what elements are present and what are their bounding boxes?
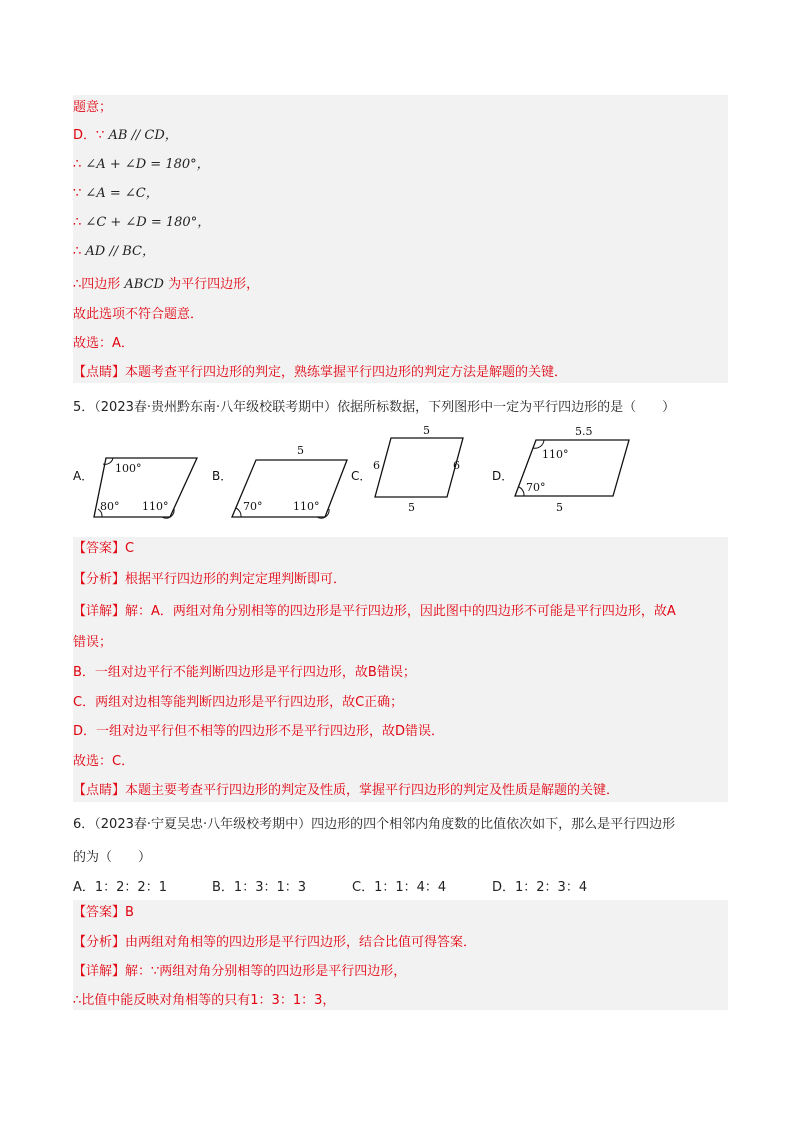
prev-line-2 <box>73 127 178 145</box>
q5-analysis: 【分析】根据平行四边形的判定定理判断即可． <box>73 572 347 587</box>
q5-figure-c <box>375 438 463 497</box>
q5-detail-3: B．一组对边平行不能判断四边形是平行四边形，故B错误； <box>73 665 416 680</box>
prev-line-4 <box>73 185 159 203</box>
q6-option-b: B．1：3：1：3 <box>212 880 307 895</box>
q5-figure-a-angle-br-label: 110° <box>142 500 169 513</box>
q6-stem-line-2: 的为（ ） <box>73 850 152 865</box>
q6-answer: 【答案】B <box>73 905 134 920</box>
q6-option-d: D．1：2：3：4 <box>492 880 588 895</box>
q5-figure-b-angle-br-label: 110° <box>293 500 320 513</box>
prev-note: 【点睛】本题考查平行四边形的判定，熟练掌握平行四边形的判定方法是解题的关键． <box>73 365 568 380</box>
q5-choose: 故选：C． <box>73 754 135 769</box>
q5-note: 【点睛】本题主要考查平行四边形的判定及性质，掌握平行四边形的判定及性质是解题的关键． <box>73 783 620 798</box>
q5-figures <box>73 420 728 520</box>
q6-stem-line-1: 6．（2023春·宁夏吴忠·八年级校考期中）四边形的四个相邻内角度数的比值依次如下，那么是平行四边形 <box>73 817 676 832</box>
prev-line-6-text: ∴ <box>73 244 82 259</box>
q5-option-b-label: B． <box>212 469 233 483</box>
q5-figure-d-angle-bl <box>519 487 524 496</box>
q5-figure-c-bottom-label: 5 <box>408 501 415 514</box>
q5-figure-b-top-label: 5 <box>297 444 304 457</box>
prev-line-5-math: ∠C + ∠D = 180°， <box>85 215 211 230</box>
prev-line-9: 故选：A． <box>73 336 134 351</box>
q6-detail-1: 【详解】解：∵两组对角分别相等的四边形是平行四边形， <box>73 964 407 979</box>
q5-detail-2: 错误； <box>73 635 113 650</box>
q5-detail-5: D．一组对边平行但不相等的四边形不是平行四边形，故D错误． <box>73 724 445 739</box>
prev-line-3-math: ∠A + ∠D = 180°， <box>85 157 210 172</box>
q5-figure-a-angle-top-label: 100° <box>115 462 142 475</box>
q5-figure-c-top-label: 5 <box>423 424 430 437</box>
prev-line-5 <box>73 214 210 232</box>
prev-line-7-text-2: 为平行四边形， <box>168 277 260 292</box>
prev-line-6 <box>73 243 155 261</box>
prev-line-8: 故此选项不符合题意． <box>73 307 204 322</box>
q6-analysis: 【分析】由两组对角相等的四边形是平行四边形，结合比值可得答案． <box>73 935 477 950</box>
prev-line-7-text: ∴四边形 <box>73 277 121 292</box>
q5-figure-b-angle-bl-label: 70° <box>243 500 263 513</box>
q5-option-a-label: A． <box>73 469 94 483</box>
q5-answer: 【答案】C <box>73 541 135 556</box>
prev-line-6-math: AD // BC， <box>85 244 155 259</box>
q5-option-d-label: D． <box>492 469 514 483</box>
q5-figure-b-angle-bl <box>236 508 241 517</box>
prev-line-2-text: D．∵ <box>73 128 105 143</box>
q5-figure-d-angle-bl-label: 70° <box>526 481 546 494</box>
q5-detail-1: 【详解】解：A．两组对角分别相等的四边形是平行四边形，因此图中的四边形不可能是平行四边形，故A <box>73 604 676 619</box>
q5-figure-c-right-label: 6 <box>453 459 460 472</box>
prev-line-3 <box>73 156 210 174</box>
prev-line-7 <box>73 276 259 294</box>
prev-line-1: 题意； <box>73 100 113 115</box>
q6-detail-2: ∴比值中能反映对角相等的只有1：3：1：3， <box>73 993 336 1008</box>
q5-figure-d-angle-tl-label: 110° <box>542 448 569 461</box>
q5-figure-a-angle-bl-label: 80° <box>100 500 120 513</box>
q5-detail-4: C．两组对边相等能判断四边形是平行四边形，故C正确； <box>73 695 404 710</box>
prev-line-2-math: AB // CD， <box>108 128 178 143</box>
q6-option-a: A．1：2：2：1 <box>73 880 167 895</box>
prev-line-5-text: ∴ <box>73 215 82 230</box>
q5-option-c-label: C． <box>351 469 372 483</box>
q5-figure-c-left-label: 6 <box>373 459 380 472</box>
prev-line-4-math: ∠A = ∠C， <box>85 186 159 201</box>
prev-line-7-math: ABCD <box>124 277 164 292</box>
q5-figure-d-bottom-label: 5 <box>556 501 563 514</box>
prev-line-4-text: ∵ <box>73 186 82 201</box>
q5-figure-d-top-label: 5.5 <box>575 425 593 438</box>
q6-option-c: C．1：1：4：4 <box>352 880 447 895</box>
prev-line-3-text: ∴ <box>73 157 82 172</box>
q5-stem: 5．（2023春·贵州黔东南·八年级校联考期中）依据所标数据，下列图形中一定为平行四边形的是（ ） <box>73 400 676 415</box>
